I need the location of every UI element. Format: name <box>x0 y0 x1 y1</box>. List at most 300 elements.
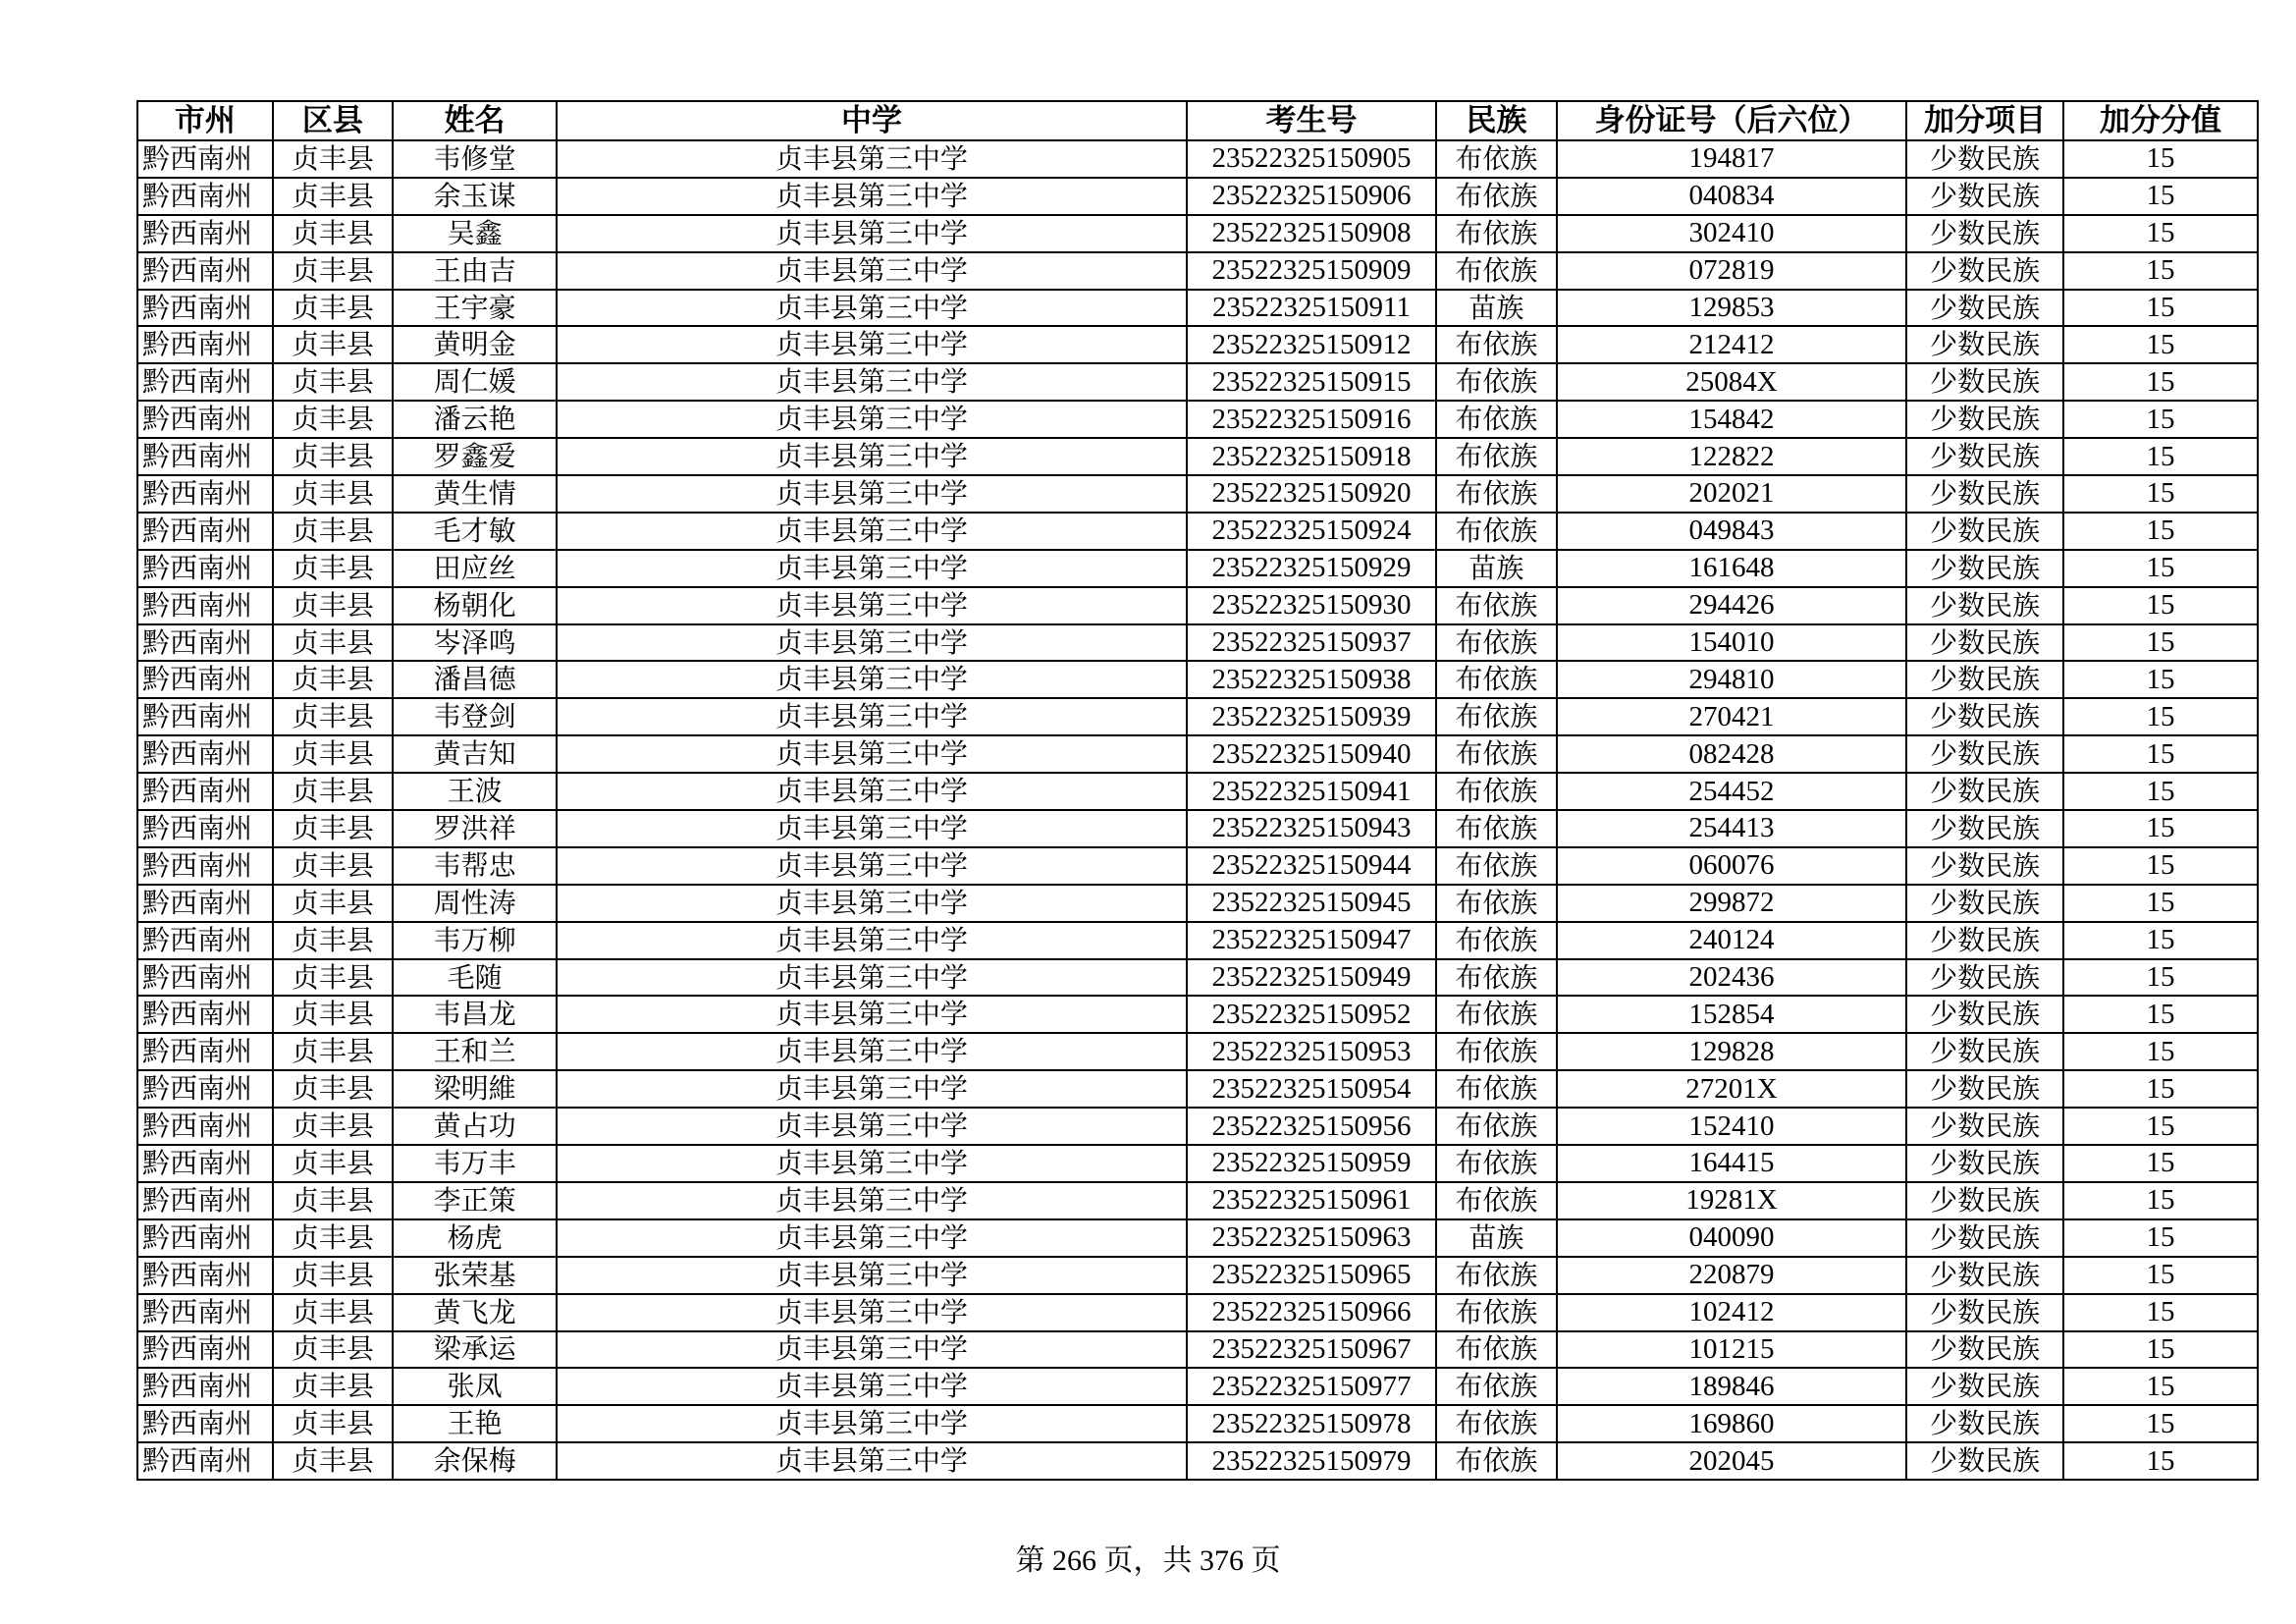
cell-exam-number: 23522325150978 <box>1187 1405 1436 1442</box>
cell-bonus-item: 少数民族 <box>1906 252 2063 290</box>
cell-bonus-points: 15 <box>2063 661 2258 698</box>
cell-school: 贞丰县第三中学 <box>557 1070 1187 1108</box>
cell-ethnicity: 布依族 <box>1436 1145 1557 1182</box>
cell-student-name: 韦昌龙 <box>393 996 557 1033</box>
cell-bonus-points: 15 <box>2063 178 2258 215</box>
cell-county: 贞丰县 <box>273 1108 394 1145</box>
table-row <box>137 1331 2258 1369</box>
cell-id-last-six: 129828 <box>1557 1033 1907 1070</box>
cell-city: 黔西南州 <box>137 1108 273 1145</box>
cell-ethnicity: 布依族 <box>1436 587 1557 624</box>
cell-exam-number: 23522325150930 <box>1187 587 1436 624</box>
cell-county: 贞丰县 <box>273 959 394 997</box>
table-row <box>137 513 2258 550</box>
cell-bonus-points: 15 <box>2063 1108 2258 1145</box>
cell-ethnicity: 布依族 <box>1436 178 1557 215</box>
cell-ethnicity: 布依族 <box>1436 1294 1557 1331</box>
cell-school: 贞丰县第三中学 <box>557 624 1187 662</box>
cell-county: 贞丰县 <box>273 475 394 513</box>
cell-ethnicity: 布依族 <box>1436 847 1557 885</box>
cell-student-name: 岑泽鸣 <box>393 624 557 662</box>
cell-id-last-six: 189846 <box>1557 1368 1907 1405</box>
cell-bonus-points: 15 <box>2063 1182 2258 1219</box>
bonus-points-table <box>136 100 2259 1481</box>
cell-exam-number: 23522325150961 <box>1187 1182 1436 1219</box>
cell-student-name: 田应丝 <box>393 550 557 587</box>
cell-bonus-points: 15 <box>2063 810 2258 847</box>
cell-ethnicity: 布依族 <box>1436 1405 1557 1442</box>
cell-school: 贞丰县第三中学 <box>557 922 1187 959</box>
cell-student-name: 王和兰 <box>393 1033 557 1070</box>
cell-school: 贞丰县第三中学 <box>557 959 1187 997</box>
header-name: 姓名 <box>393 101 557 140</box>
cell-bonus-points: 15 <box>2063 847 2258 885</box>
table-row <box>137 1108 2258 1145</box>
cell-city: 黔西南州 <box>137 290 273 327</box>
cell-city: 黔西南州 <box>137 1033 273 1070</box>
table-row <box>137 885 2258 922</box>
cell-bonus-item: 少数民族 <box>1906 363 2063 401</box>
cell-county: 贞丰县 <box>273 1219 394 1257</box>
cell-exam-number: 23522325150963 <box>1187 1219 1436 1257</box>
table-row <box>137 1145 2258 1182</box>
cell-bonus-item: 少数民族 <box>1906 810 2063 847</box>
cell-school: 贞丰县第三中学 <box>557 1442 1187 1480</box>
cell-county: 贞丰县 <box>273 735 394 773</box>
cell-id-last-six: 294810 <box>1557 661 1907 698</box>
cell-county: 贞丰县 <box>273 587 394 624</box>
cell-ethnicity: 布依族 <box>1436 773 1557 810</box>
cell-bonus-item: 少数民族 <box>1906 1219 2063 1257</box>
cell-ethnicity: 布依族 <box>1436 661 1557 698</box>
cell-ethnicity: 布依族 <box>1436 140 1557 178</box>
cell-exam-number: 23522325150945 <box>1187 885 1436 922</box>
cell-county: 贞丰县 <box>273 624 394 662</box>
table-row <box>137 401 2258 438</box>
cell-ethnicity: 布依族 <box>1436 513 1557 550</box>
cell-city: 黔西南州 <box>137 698 273 735</box>
cell-county: 贞丰县 <box>273 661 394 698</box>
cell-county: 贞丰县 <box>273 252 394 290</box>
cell-city: 黔西南州 <box>137 735 273 773</box>
cell-city: 黔西南州 <box>137 1442 273 1480</box>
cell-bonus-item: 少数民族 <box>1906 178 2063 215</box>
cell-bonus-item: 少数民族 <box>1906 1182 2063 1219</box>
cell-ethnicity: 布依族 <box>1436 1070 1557 1108</box>
cell-school: 贞丰县第三中学 <box>557 1405 1187 1442</box>
cell-bonus-points: 15 <box>2063 922 2258 959</box>
cell-city: 黔西南州 <box>137 773 273 810</box>
cell-ethnicity: 布依族 <box>1436 885 1557 922</box>
cell-bonus-item: 少数民族 <box>1906 847 2063 885</box>
cell-exam-number: 23522325150947 <box>1187 922 1436 959</box>
cell-ethnicity: 苗族 <box>1436 290 1557 327</box>
table-row <box>137 1182 2258 1219</box>
cell-id-last-six: 040834 <box>1557 178 1907 215</box>
cell-bonus-item: 少数民族 <box>1906 1294 2063 1331</box>
cell-ethnicity: 布依族 <box>1436 1368 1557 1405</box>
cell-bonus-points: 15 <box>2063 1257 2258 1294</box>
cell-student-name: 罗洪祥 <box>393 810 557 847</box>
cell-bonus-points: 15 <box>2063 698 2258 735</box>
cell-bonus-points: 15 <box>2063 885 2258 922</box>
cell-county: 贞丰县 <box>273 178 394 215</box>
cell-id-last-six: 19281X <box>1557 1182 1907 1219</box>
cell-city: 黔西南州 <box>137 1405 273 1442</box>
cell-school: 贞丰县第三中学 <box>557 885 1187 922</box>
header-exam-number: 考生号 <box>1187 101 1436 140</box>
cell-id-last-six: 25084X <box>1557 363 1907 401</box>
cell-ethnicity: 布依族 <box>1436 624 1557 662</box>
cell-exam-number: 23522325150967 <box>1187 1331 1436 1369</box>
cell-exam-number: 23522325150949 <box>1187 959 1436 997</box>
cell-school: 贞丰县第三中学 <box>557 140 1187 178</box>
cell-ethnicity: 布依族 <box>1436 438 1557 475</box>
cell-city: 黔西南州 <box>137 1368 273 1405</box>
table-row <box>137 624 2258 662</box>
table-row <box>137 847 2258 885</box>
cell-bonus-points: 15 <box>2063 1219 2258 1257</box>
cell-city: 黔西南州 <box>137 1294 273 1331</box>
cell-bonus-points: 15 <box>2063 438 2258 475</box>
cell-id-last-six: 152854 <box>1557 996 1907 1033</box>
cell-id-last-six: 129853 <box>1557 290 1907 327</box>
cell-city: 黔西南州 <box>137 326 273 363</box>
cell-ethnicity: 苗族 <box>1436 550 1557 587</box>
cell-ethnicity: 布依族 <box>1436 215 1557 252</box>
cell-county: 贞丰县 <box>273 996 394 1033</box>
cell-school: 贞丰县第三中学 <box>557 698 1187 735</box>
cell-id-last-six: 254413 <box>1557 810 1907 847</box>
cell-bonus-item: 少数民族 <box>1906 1331 2063 1369</box>
cell-bonus-item: 少数民族 <box>1906 661 2063 698</box>
cell-city: 黔西南州 <box>137 178 273 215</box>
cell-ethnicity: 布依族 <box>1436 252 1557 290</box>
cell-bonus-item: 少数民族 <box>1906 587 2063 624</box>
cell-school: 贞丰县第三中学 <box>557 847 1187 885</box>
cell-exam-number: 23522325150953 <box>1187 1033 1436 1070</box>
cell-city: 黔西南州 <box>137 215 273 252</box>
cell-id-last-six: 154010 <box>1557 624 1907 662</box>
cell-county: 贞丰县 <box>273 1257 394 1294</box>
cell-student-name: 余玉谋 <box>393 178 557 215</box>
cell-school: 贞丰县第三中学 <box>557 363 1187 401</box>
cell-exam-number: 23522325150977 <box>1187 1368 1436 1405</box>
cell-bonus-item: 少数民族 <box>1906 401 2063 438</box>
cell-bonus-item: 少数民族 <box>1906 1405 2063 1442</box>
cell-city: 黔西南州 <box>137 624 273 662</box>
cell-school: 贞丰县第三中学 <box>557 1182 1187 1219</box>
header-bonus-points: 加分分值 <box>2063 101 2258 140</box>
cell-city: 黔西南州 <box>137 885 273 922</box>
cell-school: 贞丰县第三中学 <box>557 1331 1187 1369</box>
cell-bonus-points: 15 <box>2063 140 2258 178</box>
cell-bonus-points: 15 <box>2063 290 2258 327</box>
cell-bonus-points: 15 <box>2063 587 2258 624</box>
cell-county: 贞丰县 <box>273 550 394 587</box>
cell-county: 贞丰县 <box>273 698 394 735</box>
cell-school: 贞丰县第三中学 <box>557 401 1187 438</box>
cell-exam-number: 23522325150956 <box>1187 1108 1436 1145</box>
table-row <box>137 550 2258 587</box>
cell-county: 贞丰县 <box>273 1033 394 1070</box>
cell-county: 贞丰县 <box>273 363 394 401</box>
cell-school: 贞丰县第三中学 <box>557 178 1187 215</box>
cell-ethnicity: 布依族 <box>1436 1257 1557 1294</box>
cell-bonus-item: 少数民族 <box>1906 550 2063 587</box>
cell-id-last-six: 27201X <box>1557 1070 1907 1108</box>
cell-school: 贞丰县第三中学 <box>557 1108 1187 1145</box>
cell-id-last-six: 212412 <box>1557 326 1907 363</box>
cell-county: 贞丰县 <box>273 1331 394 1369</box>
cell-school: 贞丰县第三中学 <box>557 475 1187 513</box>
cell-ethnicity: 布依族 <box>1436 363 1557 401</box>
table-row <box>137 1219 2258 1257</box>
cell-bonus-item: 少数民族 <box>1906 1368 2063 1405</box>
table-row <box>137 1442 2258 1480</box>
cell-city: 黔西南州 <box>137 1145 273 1182</box>
cell-id-last-six: 270421 <box>1557 698 1907 735</box>
cell-exam-number: 23522325150959 <box>1187 1145 1436 1182</box>
cell-city: 黔西南州 <box>137 1219 273 1257</box>
header-county: 区县 <box>273 101 394 140</box>
cell-school: 贞丰县第三中学 <box>557 735 1187 773</box>
table-header-row <box>137 101 2258 140</box>
cell-school: 贞丰县第三中学 <box>557 1257 1187 1294</box>
cell-exam-number: 23522325150906 <box>1187 178 1436 215</box>
cell-student-name: 王宇豪 <box>393 290 557 327</box>
cell-school: 贞丰县第三中学 <box>557 326 1187 363</box>
cell-exam-number: 23522325150918 <box>1187 438 1436 475</box>
table-row <box>137 1257 2258 1294</box>
cell-student-name: 梁明維 <box>393 1070 557 1108</box>
cell-exam-number: 23522325150939 <box>1187 698 1436 735</box>
cell-bonus-item: 少数民族 <box>1906 438 2063 475</box>
cell-bonus-item: 少数民族 <box>1906 475 2063 513</box>
cell-ethnicity: 布依族 <box>1436 735 1557 773</box>
cell-city: 黔西南州 <box>137 587 273 624</box>
cell-exam-number: 23522325150940 <box>1187 735 1436 773</box>
cell-bonus-item: 少数民族 <box>1906 1257 2063 1294</box>
cell-bonus-points: 15 <box>2063 1294 2258 1331</box>
cell-exam-number: 23522325150966 <box>1187 1294 1436 1331</box>
cell-city: 黔西南州 <box>137 438 273 475</box>
cell-ethnicity: 布依族 <box>1436 1108 1557 1145</box>
cell-id-last-six: 154842 <box>1557 401 1907 438</box>
cell-county: 贞丰县 <box>273 810 394 847</box>
cell-student-name: 吴鑫 <box>393 215 557 252</box>
cell-id-last-six: 072819 <box>1557 252 1907 290</box>
cell-id-last-six: 202045 <box>1557 1442 1907 1480</box>
cell-student-name: 韦万丰 <box>393 1145 557 1182</box>
cell-exam-number: 23522325150924 <box>1187 513 1436 550</box>
cell-school: 贞丰县第三中学 <box>557 215 1187 252</box>
cell-id-last-six: 220879 <box>1557 1257 1907 1294</box>
cell-bonus-item: 少数民族 <box>1906 513 2063 550</box>
cell-school: 贞丰县第三中学 <box>557 587 1187 624</box>
cell-bonus-item: 少数民族 <box>1906 140 2063 178</box>
cell-ethnicity: 苗族 <box>1436 1219 1557 1257</box>
cell-ethnicity: 布依族 <box>1436 1033 1557 1070</box>
cell-bonus-item: 少数民族 <box>1906 996 2063 1033</box>
cell-county: 贞丰县 <box>273 1368 394 1405</box>
cell-city: 黔西南州 <box>137 1331 273 1369</box>
cell-id-last-six: 202021 <box>1557 475 1907 513</box>
cell-county: 贞丰县 <box>273 326 394 363</box>
cell-bonus-item: 少数民族 <box>1906 1033 2063 1070</box>
cell-student-name: 黄明金 <box>393 326 557 363</box>
cell-bonus-points: 15 <box>2063 1070 2258 1108</box>
cell-bonus-points: 15 <box>2063 475 2258 513</box>
cell-id-last-six: 102412 <box>1557 1294 1907 1331</box>
cell-city: 黔西南州 <box>137 475 273 513</box>
cell-bonus-item: 少数民族 <box>1906 326 2063 363</box>
cell-city: 黔西南州 <box>137 922 273 959</box>
cell-exam-number: 23522325150915 <box>1187 363 1436 401</box>
cell-bonus-item: 少数民族 <box>1906 1070 2063 1108</box>
header-school: 中学 <box>557 101 1187 140</box>
cell-bonus-points: 15 <box>2063 1145 2258 1182</box>
cell-bonus-item: 少数民族 <box>1906 885 2063 922</box>
cell-student-name: 潘昌德 <box>393 661 557 698</box>
table-row <box>137 810 2258 847</box>
cell-bonus-points: 15 <box>2063 1368 2258 1405</box>
cell-id-last-six: 161648 <box>1557 550 1907 587</box>
cell-student-name: 张荣基 <box>393 1257 557 1294</box>
cell-exam-number: 23522325150912 <box>1187 326 1436 363</box>
cell-city: 黔西南州 <box>137 810 273 847</box>
cell-bonus-item: 少数民族 <box>1906 1108 2063 1145</box>
cell-student-name: 杨朝化 <box>393 587 557 624</box>
cell-bonus-points: 15 <box>2063 215 2258 252</box>
cell-ethnicity: 布依族 <box>1436 1331 1557 1369</box>
table-row <box>137 475 2258 513</box>
cell-student-name: 黄吉知 <box>393 735 557 773</box>
cell-student-name: 梁承运 <box>393 1331 557 1369</box>
table-row <box>137 996 2258 1033</box>
cell-student-name: 罗鑫爱 <box>393 438 557 475</box>
cell-city: 黔西南州 <box>137 252 273 290</box>
cell-student-name: 黄占功 <box>393 1108 557 1145</box>
cell-exam-number: 23522325150929 <box>1187 550 1436 587</box>
cell-ethnicity: 布依族 <box>1436 1182 1557 1219</box>
cell-exam-number: 23522325150965 <box>1187 1257 1436 1294</box>
cell-school: 贞丰县第三中学 <box>557 810 1187 847</box>
table-row <box>137 661 2258 698</box>
cell-bonus-points: 15 <box>2063 363 2258 401</box>
cell-county: 贞丰县 <box>273 1442 394 1480</box>
cell-county: 贞丰县 <box>273 140 394 178</box>
cell-exam-number: 23522325150979 <box>1187 1442 1436 1480</box>
cell-bonus-points: 15 <box>2063 735 2258 773</box>
table-row <box>137 1070 2258 1108</box>
cell-county: 贞丰县 <box>273 1405 394 1442</box>
cell-bonus-points: 15 <box>2063 326 2258 363</box>
cell-school: 贞丰县第三中学 <box>557 513 1187 550</box>
cell-bonus-item: 少数民族 <box>1906 215 2063 252</box>
cell-school: 贞丰县第三中学 <box>557 438 1187 475</box>
cell-county: 贞丰县 <box>273 1294 394 1331</box>
cell-id-last-six: 202436 <box>1557 959 1907 997</box>
cell-school: 贞丰县第三中学 <box>557 996 1187 1033</box>
cell-school: 贞丰县第三中学 <box>557 1033 1187 1070</box>
cell-county: 贞丰县 <box>273 885 394 922</box>
cell-id-last-six: 082428 <box>1557 735 1907 773</box>
cell-id-last-six: 101215 <box>1557 1331 1907 1369</box>
cell-student-name: 韦修堂 <box>393 140 557 178</box>
cell-exam-number: 23522325150952 <box>1187 996 1436 1033</box>
table-row <box>137 1033 2258 1070</box>
cell-city: 黔西南州 <box>137 1257 273 1294</box>
cell-bonus-item: 少数民族 <box>1906 922 2063 959</box>
cell-city: 黔西南州 <box>137 401 273 438</box>
cell-id-last-six: 302410 <box>1557 215 1907 252</box>
cell-student-name: 潘云艳 <box>393 401 557 438</box>
cell-city: 黔西南州 <box>137 661 273 698</box>
cell-exam-number: 23522325150941 <box>1187 773 1436 810</box>
cell-bonus-points: 15 <box>2063 1442 2258 1480</box>
cell-county: 贞丰县 <box>273 922 394 959</box>
cell-bonus-points: 15 <box>2063 550 2258 587</box>
table-row <box>137 252 2258 290</box>
cell-ethnicity: 布依族 <box>1436 996 1557 1033</box>
cell-student-name: 王由吉 <box>393 252 557 290</box>
header-ethnicity: 民族 <box>1436 101 1557 140</box>
cell-city: 黔西南州 <box>137 1182 273 1219</box>
table-row <box>137 698 2258 735</box>
cell-exam-number: 23522325150909 <box>1187 252 1436 290</box>
cell-school: 贞丰县第三中学 <box>557 661 1187 698</box>
cell-student-name: 周性涛 <box>393 885 557 922</box>
cell-student-name: 周仁媛 <box>393 363 557 401</box>
cell-student-name: 毛才敏 <box>393 513 557 550</box>
table-row <box>137 1368 2258 1405</box>
cell-student-name: 张凤 <box>393 1368 557 1405</box>
cell-city: 黔西南州 <box>137 513 273 550</box>
cell-exam-number: 23522325150920 <box>1187 475 1436 513</box>
cell-school: 贞丰县第三中学 <box>557 290 1187 327</box>
cell-county: 贞丰县 <box>273 773 394 810</box>
cell-school: 贞丰县第三中学 <box>557 1219 1187 1257</box>
cell-student-name: 王波 <box>393 773 557 810</box>
cell-student-name: 王艳 <box>393 1405 557 1442</box>
cell-county: 贞丰县 <box>273 1145 394 1182</box>
cell-school: 贞丰县第三中学 <box>557 252 1187 290</box>
cell-id-last-six: 060076 <box>1557 847 1907 885</box>
header-bonus-item: 加分项目 <box>1906 101 2063 140</box>
cell-city: 黔西南州 <box>137 847 273 885</box>
header-city: 市州 <box>137 101 273 140</box>
table-row <box>137 178 2258 215</box>
cell-id-last-six: 254452 <box>1557 773 1907 810</box>
cell-city: 黔西南州 <box>137 996 273 1033</box>
cell-ethnicity: 布依族 <box>1436 475 1557 513</box>
table-row <box>137 326 2258 363</box>
cell-exam-number: 23522325150911 <box>1187 290 1436 327</box>
cell-exam-number: 23522325150954 <box>1187 1070 1436 1108</box>
cell-county: 贞丰县 <box>273 513 394 550</box>
cell-student-name: 黄生情 <box>393 475 557 513</box>
cell-id-last-six: 169860 <box>1557 1405 1907 1442</box>
cell-bonus-points: 15 <box>2063 401 2258 438</box>
cell-exam-number: 23522325150905 <box>1187 140 1436 178</box>
cell-id-last-six: 049843 <box>1557 513 1907 550</box>
cell-exam-number: 23522325150944 <box>1187 847 1436 885</box>
cell-student-name: 韦帮忠 <box>393 847 557 885</box>
cell-bonus-item: 少数民族 <box>1906 959 2063 997</box>
table-row <box>137 363 2258 401</box>
cell-bonus-item: 少数民族 <box>1906 624 2063 662</box>
